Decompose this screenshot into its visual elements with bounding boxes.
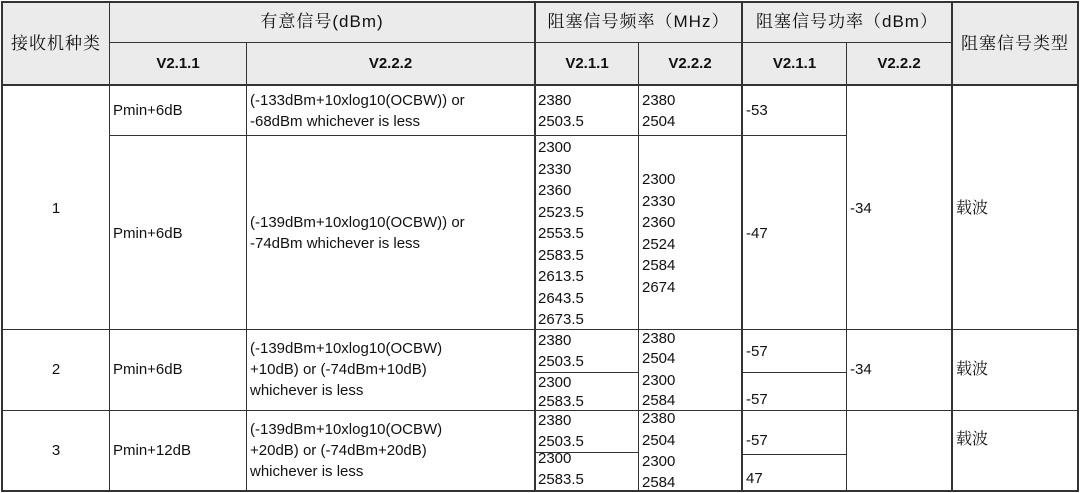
wanted-v222-3-line3: whichever is less <box>250 463 364 480</box>
wanted-v211-3: Pmin+12dB <box>113 442 191 459</box>
wanted-v222-1a-line1: (-133dBm+10xlog10(OCBW)) or <box>250 92 465 109</box>
freq-v211-1b-3: 2523.5 <box>538 203 584 221</box>
header-wanted-signal: 有意信号(dBm) <box>260 12 384 31</box>
freq-v222-1b-4: 2584 <box>642 257 676 274</box>
blocking-type-1: 载波 <box>956 200 989 217</box>
freq-v222-1b-list <box>642 169 675 298</box>
freq-v211-1b-list <box>538 137 584 331</box>
freq-v211-3a-1: 2503.5 <box>538 433 584 450</box>
power-v222-2: -34 <box>850 361 872 378</box>
wanted-v222-1b-line2: -74dBm whichever is less <box>250 235 421 252</box>
freq-v211-1b-0: 2300 <box>538 139 572 156</box>
freq-v222-1b-2: 2360 <box>642 214 676 231</box>
header-blocking-frequency: 阻塞信号频率（MHz） <box>547 12 730 31</box>
header-freq-v211: V2.1.1 <box>565 55 609 72</box>
wanted-v222-1b-line1: (-139dBm+10xlog10(OCBW)) or <box>250 214 465 231</box>
wanted-v211-1a: Pmin+6dB <box>113 102 183 119</box>
header-receiver-type: 接收机种类 <box>11 34 101 53</box>
freq-v211-1b-2: 2360 <box>538 182 572 199</box>
freq-v211-2b-1: 2583.5 <box>538 393 584 410</box>
freq-v222-2b-1: 2584 <box>642 392 676 409</box>
wanted-v222-2-line3: whichever is less <box>250 382 364 399</box>
power-v211-2a: -57 <box>746 343 768 360</box>
col-divider-receiver <box>109 1 110 492</box>
table-border-top <box>1 1 1079 3</box>
row1-sub-divider <box>110 135 846 136</box>
power-v211-2b: -57 <box>746 391 768 408</box>
receiver-type-3: 3 <box>51 442 61 459</box>
freq-v222-2b-0: 2300 <box>642 372 676 389</box>
col-divider-type <box>951 1 953 492</box>
header-bottom-line <box>1 84 1079 86</box>
freq-v211-1a-1: 2503.5 <box>538 113 584 130</box>
header-blocking-power: 阻塞信号功率（dBm） <box>756 12 938 31</box>
header-power-v222: V2.2.2 <box>877 55 921 72</box>
wanted-v222-1a-line2: -68dBm whichever is less <box>250 113 421 130</box>
freq-v222-2a-1: 2504 <box>642 350 676 367</box>
receiver-type-2: 2 <box>51 361 61 378</box>
freq-v211-2b-0: 2300 <box>538 374 572 391</box>
wanted-v211-1b: Pmin+6dB <box>113 225 183 242</box>
header-mid-line <box>110 42 952 43</box>
blocking-type-2: 载波 <box>956 361 989 378</box>
freq-v211-2a-1: 2503.5 <box>538 353 584 370</box>
power-v222-1: -34 <box>850 200 872 217</box>
freq-v211-1a-0: 2380 <box>538 92 572 109</box>
freq-v222-1b-3: 2524 <box>642 235 676 253</box>
freq-v211-2a-0: 2380 <box>538 332 572 349</box>
blocking-type-3: 载波 <box>956 431 989 448</box>
receiver-type-1: 1 <box>51 200 61 217</box>
header-wanted-v211: V2.1.1 <box>156 55 200 72</box>
table-border-left <box>1 1 3 492</box>
table-border-right <box>1077 1 1079 492</box>
freq-v222-2a-0: 2380 <box>642 330 676 347</box>
wanted-v222-3-line1: (-139dBm+10xlog10(OCBW) <box>250 421 443 438</box>
wanted-v222-3-line2: +20dB) or (-74dBm+20dB) <box>250 442 427 459</box>
freq-v222-1b-0: 2300 <box>642 171 676 188</box>
col-divider-power <box>741 1 743 492</box>
table-border-bottom <box>1 490 1079 492</box>
header-freq-v222: V2.2.2 <box>668 55 712 72</box>
power-v211-3b: 47 <box>746 470 763 487</box>
freq-v222-3b-0: 2300 <box>642 453 676 470</box>
freq-v222-3a-1: 2504 <box>642 432 676 449</box>
freq-v211-3b-0: 2300 <box>538 450 572 467</box>
col-divider-freq <box>534 1 536 492</box>
freq-v222-1a-1: 2504 <box>642 113 676 130</box>
freq-v211-3b-1: 2583.5 <box>538 471 584 488</box>
col-divider-freq-versions <box>638 42 639 492</box>
freq-v211-1b-5: 2583.5 <box>538 246 584 264</box>
col-divider-power-versions <box>846 42 847 492</box>
freq-v222-1b-1: 2330 <box>642 192 676 210</box>
freq-v211-1b-6: 2613.5 <box>538 268 584 285</box>
freq-v211-1b-4: 2553.5 <box>538 225 584 242</box>
freq-v211-3a-0: 2380 <box>538 412 572 429</box>
freq-v211-1b-8: 2673.5 <box>538 311 584 328</box>
freq-v222-3a-0: 2380 <box>642 410 676 427</box>
power-v211-1b: -47 <box>746 225 768 242</box>
row2-split-power <box>742 372 846 373</box>
row3-split-power <box>742 454 846 455</box>
header-wanted-v222: V2.2.2 <box>368 55 413 72</box>
power-v211-3a: -57 <box>746 432 768 449</box>
wanted-v222-2-line2: +10dB) or (-74dBm+10dB) <box>250 361 427 378</box>
freq-v211-1b-7: 2643.5 <box>538 289 584 307</box>
power-v211-1a: -53 <box>746 102 768 119</box>
wanted-v222-2-line1: (-139dBm+10xlog10(OCBW) <box>250 340 443 357</box>
freq-v222-3b-1: 2584 <box>642 474 676 491</box>
header-power-v211: V2.1.1 <box>772 55 817 72</box>
freq-v211-1b-1: 2330 <box>538 160 572 178</box>
wanted-v211-2: Pmin+6dB <box>113 361 183 378</box>
header-blocking-type: 阻塞信号类型 <box>961 34 1069 53</box>
freq-v222-1a-0: 2380 <box>642 92 676 109</box>
col-divider-wanted <box>246 42 247 492</box>
freq-v222-1b-5: 2674 <box>642 278 676 296</box>
